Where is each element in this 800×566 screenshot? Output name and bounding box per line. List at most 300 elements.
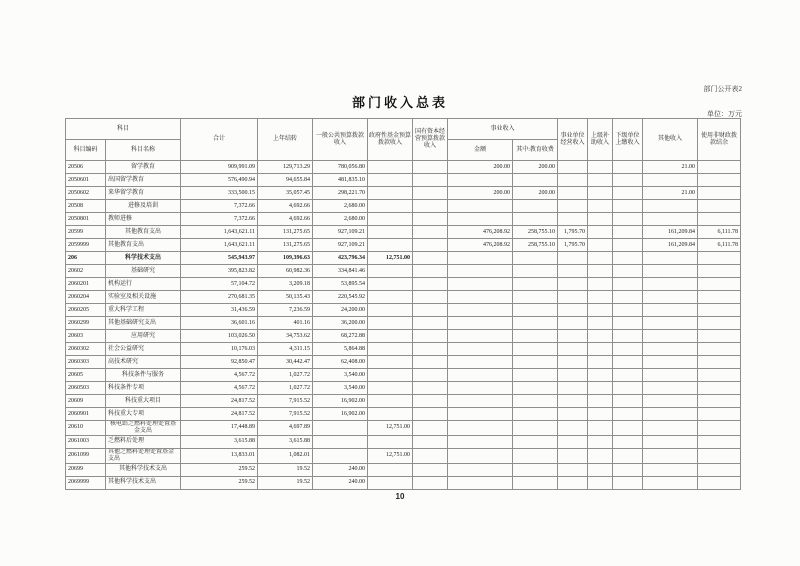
- cell-value: 200.00: [448, 187, 513, 200]
- cell-value: [643, 463, 698, 476]
- cell-value: [448, 213, 513, 226]
- cell-value: [368, 187, 413, 200]
- cell-subject-code: 2060503: [66, 382, 106, 395]
- cell-value: [643, 213, 698, 226]
- cell-value: [368, 476, 413, 489]
- cell-value: [368, 239, 413, 252]
- cell-value: [448, 252, 513, 265]
- cell-value: [698, 278, 741, 291]
- cell-value: 1,027.72: [258, 369, 313, 382]
- cell-value: [613, 330, 643, 343]
- cell-value: [368, 343, 413, 356]
- cell-value: [698, 174, 741, 187]
- cell-value: [513, 304, 558, 317]
- cell-value: [558, 421, 588, 436]
- cell-subject-code: 2060204: [66, 291, 106, 304]
- cell-value: [448, 421, 513, 436]
- page-number: 10: [395, 492, 405, 501]
- cell-value: [698, 369, 741, 382]
- cell-value: [513, 356, 558, 369]
- cell-value: 334,841.46: [313, 265, 368, 278]
- cell-value: [613, 369, 643, 382]
- cell-subject-code: 20610: [66, 421, 106, 436]
- cell-value: 6,111.78: [698, 226, 741, 239]
- cell-value: [558, 435, 588, 448]
- cell-value: [413, 476, 448, 489]
- cell-subject-name: 留学教育: [106, 161, 181, 174]
- cell-value: [413, 265, 448, 278]
- cell-value: 927,109.21: [313, 226, 368, 239]
- cell-value: [413, 382, 448, 395]
- cell-value: [558, 265, 588, 278]
- cell-value: [368, 435, 413, 448]
- cell-value: [368, 369, 413, 382]
- cell-value: [613, 343, 643, 356]
- cell-value: [588, 448, 613, 463]
- cell-value: 2,680.00: [313, 200, 368, 213]
- cell-value: 92,850.47: [181, 356, 258, 369]
- cell-value: 259.52: [181, 463, 258, 476]
- cell-value: [558, 463, 588, 476]
- cell-value: [698, 330, 741, 343]
- cell-value: 1,027.72: [258, 382, 313, 395]
- cell-subject-name: 社会公益研究: [106, 343, 181, 356]
- cell-subject-code: 2060302: [66, 343, 106, 356]
- cell-value: [698, 395, 741, 408]
- cell-value: [413, 369, 448, 382]
- cell-value: [513, 278, 558, 291]
- cell-value: 576,490.94: [181, 174, 258, 187]
- cell-value: 94,655.84: [258, 174, 313, 187]
- income-summary-table: [65, 118, 741, 490]
- cell-value: [613, 408, 643, 421]
- table-row: [66, 252, 741, 265]
- cell-value: 109,396.63: [258, 252, 313, 265]
- cell-value: [413, 356, 448, 369]
- cell-value: [558, 395, 588, 408]
- cell-value: [513, 448, 558, 463]
- cell-value: 6,111.78: [698, 239, 741, 252]
- cell-subject-name: 科技重大专项: [106, 408, 181, 421]
- cell-value: [513, 408, 558, 421]
- table-header: [66, 119, 741, 161]
- cell-value: [558, 448, 588, 463]
- cell-value: [368, 304, 413, 317]
- cell-value: [413, 239, 448, 252]
- cell-value: 3,615.88: [181, 435, 258, 448]
- cell-subject-name: 其他教育支出: [106, 239, 181, 252]
- cell-subject-code: 20605: [66, 369, 106, 382]
- table-row: [66, 317, 741, 330]
- cell-value: [448, 408, 513, 421]
- cell-value: 1,795.70: [558, 239, 588, 252]
- table-row: [66, 395, 741, 408]
- cell-value: [368, 278, 413, 291]
- cell-value: 4,697.89: [258, 421, 313, 436]
- table-row: [66, 330, 741, 343]
- cell-value: [368, 265, 413, 278]
- cell-value: [588, 252, 613, 265]
- cell-value: 7,236.59: [258, 304, 313, 317]
- cell-value: [613, 476, 643, 489]
- cell-value: [448, 174, 513, 187]
- cell-value: [698, 408, 741, 421]
- cell-value: [588, 421, 613, 436]
- cell-value: [643, 200, 698, 213]
- cell-value: 1,643,621.11: [181, 226, 258, 239]
- cell-value: [513, 291, 558, 304]
- cell-value: [698, 291, 741, 304]
- cell-value: 161,209.84: [643, 239, 698, 252]
- table-body: [66, 161, 741, 490]
- cell-value: [643, 476, 698, 489]
- cell-value: [513, 265, 558, 278]
- header-non-fiscal-balance: 使用非财政拨款结余: [698, 119, 741, 161]
- table-row: [66, 435, 741, 448]
- cell-value: [413, 408, 448, 421]
- cell-value: [558, 304, 588, 317]
- header-subject-name: 科目名称: [106, 140, 181, 161]
- cell-value: 240.00: [313, 463, 368, 476]
- cell-value: [698, 356, 741, 369]
- cell-value: [588, 174, 613, 187]
- cell-subject-code: 2060201: [66, 278, 106, 291]
- cell-value: [448, 435, 513, 448]
- cell-value: 7,915.52: [258, 395, 313, 408]
- cell-subject-name: 出国留学教育: [106, 174, 181, 187]
- cell-value: [413, 291, 448, 304]
- cell-value: [413, 395, 448, 408]
- cell-value: [513, 174, 558, 187]
- cell-value: 476,208.92: [448, 226, 513, 239]
- cell-value: [513, 463, 558, 476]
- cell-value: 7,915.52: [258, 408, 313, 421]
- cell-value: 1,795.70: [558, 226, 588, 239]
- table-row: [66, 304, 741, 317]
- cell-subject-code: 206: [66, 252, 106, 265]
- cell-value: 68,272.88: [313, 330, 368, 343]
- cell-value: [558, 382, 588, 395]
- cell-value: 4,692.66: [258, 200, 313, 213]
- cell-value: 12,751.00: [368, 421, 413, 436]
- cell-value: [643, 304, 698, 317]
- cell-value: 270,681.35: [181, 291, 258, 304]
- cell-value: 259.52: [181, 476, 258, 489]
- cell-value: [643, 435, 698, 448]
- cell-value: 481,835.10: [313, 174, 368, 187]
- cell-value: [613, 421, 643, 436]
- cell-value: [368, 408, 413, 421]
- cell-subject-name: 来华留学教育: [106, 187, 181, 200]
- cell-value: 16,902.00: [313, 408, 368, 421]
- cell-value: 129,713.29: [258, 161, 313, 174]
- cell-value: 24,817.52: [181, 408, 258, 421]
- table-row: [66, 200, 741, 213]
- cell-value: 200.00: [448, 161, 513, 174]
- cell-value: [698, 421, 741, 436]
- cell-value: [558, 278, 588, 291]
- cell-subject-name: 高技术研究: [106, 356, 181, 369]
- header-gov-fund: 政府性基金预算拨款收入: [368, 119, 413, 161]
- cell-value: [558, 408, 588, 421]
- cell-value: [313, 448, 368, 463]
- cell-value: [448, 200, 513, 213]
- header-state-capital: 国有资本经营预算拨款收入: [413, 119, 448, 161]
- cell-subject-name: 科技条件与服务: [106, 369, 181, 382]
- form-number-label: 部门公开表2: [703, 85, 742, 93]
- cell-value: 21.00: [643, 161, 698, 174]
- cell-value: [643, 395, 698, 408]
- cell-value: [413, 252, 448, 265]
- table-row: [66, 421, 741, 436]
- cell-value: [413, 187, 448, 200]
- cell-value: [588, 395, 613, 408]
- cell-value: [698, 213, 741, 226]
- cell-value: 1,082.01: [258, 448, 313, 463]
- cell-subject-name: 其他教育支出: [106, 226, 181, 239]
- cell-subject-code: 20599: [66, 226, 106, 239]
- cell-value: [588, 278, 613, 291]
- cell-value: [448, 291, 513, 304]
- cell-value: [513, 369, 558, 382]
- cell-value: [588, 382, 613, 395]
- cell-value: 200.00: [513, 161, 558, 174]
- cell-value: [368, 463, 413, 476]
- cell-value: [613, 448, 643, 463]
- cell-value: [558, 476, 588, 489]
- cell-value: [448, 343, 513, 356]
- cell-value: [558, 200, 588, 213]
- cell-value: 258,755.10: [513, 226, 558, 239]
- cell-value: [413, 226, 448, 239]
- header-general-budget: 一般公共预算拨款收入: [313, 119, 368, 161]
- cell-value: 60,982.36: [258, 265, 313, 278]
- cell-subject-name: 乏燃料后处理: [106, 435, 181, 448]
- cell-value: 4,692.66: [258, 213, 313, 226]
- cell-value: [588, 265, 613, 278]
- cell-value: [413, 317, 448, 330]
- cell-value: [448, 369, 513, 382]
- cell-value: 31,436.59: [181, 304, 258, 317]
- cell-subject-name: 其他科学技术支出: [106, 476, 181, 489]
- cell-subject-code: 2059999: [66, 239, 106, 252]
- cell-subject-code: 20602: [66, 265, 106, 278]
- unit-note: 单位：万元: [707, 110, 742, 118]
- cell-subject-code: 2061099: [66, 448, 106, 463]
- cell-value: 17,448.89: [181, 421, 258, 436]
- cell-value: 131,275.65: [258, 239, 313, 252]
- cell-value: [558, 252, 588, 265]
- cell-value: 21.00: [643, 187, 698, 200]
- cell-value: [613, 226, 643, 239]
- cell-value: [368, 291, 413, 304]
- cell-value: [698, 200, 741, 213]
- cell-value: [368, 213, 413, 226]
- table-row: [66, 239, 741, 252]
- cell-value: 19.52: [258, 463, 313, 476]
- cell-value: [613, 382, 643, 395]
- cell-value: [368, 395, 413, 408]
- cell-value: 131,275.65: [258, 226, 313, 239]
- cell-subject-name: 其他乏燃料处理处置基金支出: [106, 448, 181, 463]
- cell-value: [698, 317, 741, 330]
- cell-value: [588, 161, 613, 174]
- cell-subject-code: 20609: [66, 395, 106, 408]
- cell-value: [643, 343, 698, 356]
- cell-value: [613, 356, 643, 369]
- cell-value: 103,026.50: [181, 330, 258, 343]
- table-row: [66, 356, 741, 369]
- header-carryover: 上年结转: [258, 119, 313, 161]
- cell-value: [698, 382, 741, 395]
- table-row: [66, 187, 741, 200]
- cell-value: 1,643,621.11: [181, 239, 258, 252]
- cell-value: [698, 265, 741, 278]
- cell-value: [698, 343, 741, 356]
- cell-value: [558, 356, 588, 369]
- cell-value: [448, 317, 513, 330]
- cell-value: 3,540.00: [313, 382, 368, 395]
- cell-value: 476,208.92: [448, 239, 513, 252]
- cell-subject-name: 机构运行: [106, 278, 181, 291]
- cell-value: [588, 213, 613, 226]
- cell-subject-name: 应用研究: [106, 330, 181, 343]
- cell-value: [613, 435, 643, 448]
- cell-value: [513, 343, 558, 356]
- cell-value: 395,823.82: [181, 265, 258, 278]
- cell-value: 200.00: [513, 187, 558, 200]
- cell-value: [643, 291, 698, 304]
- cell-value: 12,751.00: [368, 448, 413, 463]
- cell-subject-code: 2050801: [66, 213, 106, 226]
- table-row: [66, 476, 741, 489]
- cell-value: [698, 463, 741, 476]
- cell-value: [698, 304, 741, 317]
- cell-value: [413, 330, 448, 343]
- table-row: [66, 343, 741, 356]
- cell-value: 16,902.00: [313, 395, 368, 408]
- table-row: [66, 265, 741, 278]
- cell-value: [613, 161, 643, 174]
- cell-value: [558, 330, 588, 343]
- cell-subject-name: 重大科学工程: [106, 304, 181, 317]
- cell-subject-name: 其他科学技术支出: [106, 463, 181, 476]
- cell-value: [558, 317, 588, 330]
- cell-value: 4,567.72: [181, 369, 258, 382]
- cell-value: [413, 435, 448, 448]
- cell-subject-name: 实验室及相关设施: [106, 291, 181, 304]
- cell-value: 30,442.47: [258, 356, 313, 369]
- cell-value: [588, 291, 613, 304]
- header-superior-subsidy: 上级补助收入: [588, 119, 613, 161]
- cell-value: [448, 448, 513, 463]
- cell-value: [643, 421, 698, 436]
- cell-value: 36,601.16: [181, 317, 258, 330]
- cell-value: [588, 239, 613, 252]
- cell-subject-name: 基础研究: [106, 265, 181, 278]
- cell-subject-name: 教师进修: [106, 213, 181, 226]
- table-row: [66, 278, 741, 291]
- cell-value: [448, 395, 513, 408]
- cell-value: [698, 187, 741, 200]
- cell-subject-code: 2060901: [66, 408, 106, 421]
- cell-subject-code: 20603: [66, 330, 106, 343]
- cell-value: [558, 213, 588, 226]
- header-row-group: [66, 119, 741, 140]
- header-total: 合计: [181, 119, 258, 161]
- cell-value: [588, 463, 613, 476]
- cell-value: 423,796.34: [313, 252, 368, 265]
- cell-value: [413, 343, 448, 356]
- cell-value: [558, 174, 588, 187]
- cell-value: 220,545.92: [313, 291, 368, 304]
- cell-value: [513, 330, 558, 343]
- cell-subject-name: 核电站乏燃料处理处置基金支出: [106, 421, 181, 436]
- cell-value: [513, 395, 558, 408]
- table-row: [66, 408, 741, 421]
- header-education-fee: 其中:教育收费: [513, 140, 558, 161]
- cell-value: [643, 448, 698, 463]
- cell-value: [558, 343, 588, 356]
- cell-value: [698, 448, 741, 463]
- cell-value: [588, 435, 613, 448]
- cell-value: 50,135.43: [258, 291, 313, 304]
- cell-value: [513, 213, 558, 226]
- cell-value: [513, 435, 558, 448]
- cell-value: 3,540.00: [313, 369, 368, 382]
- cell-value: 34,753.62: [258, 330, 313, 343]
- header-operating-income: 事业单位经营收入: [558, 119, 588, 161]
- cell-subject-code: 20506: [66, 161, 106, 174]
- header-subject-group: 科目: [66, 119, 181, 140]
- cell-value: [448, 463, 513, 476]
- header-business-income-group: 事业收入: [448, 119, 558, 140]
- cell-value: 24,200.00: [313, 304, 368, 317]
- cell-value: [313, 421, 368, 436]
- table-row: [66, 382, 741, 395]
- header-subordinate-remit: 下级单位上缴收入: [613, 119, 643, 161]
- cell-value: 19.52: [258, 476, 313, 489]
- cell-value: [448, 330, 513, 343]
- cell-value: 4,311.15: [258, 343, 313, 356]
- cell-value: 333,500.15: [181, 187, 258, 200]
- table-row: [66, 226, 741, 239]
- cell-value: [613, 200, 643, 213]
- cell-value: [513, 317, 558, 330]
- cell-subject-code: 2050601: [66, 174, 106, 187]
- cell-value: [613, 317, 643, 330]
- cell-subject-code: 2061003: [66, 435, 106, 448]
- cell-value: 36,200.00: [313, 317, 368, 330]
- cell-value: [413, 304, 448, 317]
- cell-value: [643, 317, 698, 330]
- cell-value: [313, 435, 368, 448]
- table-row: [66, 463, 741, 476]
- cell-value: 927,109.21: [313, 239, 368, 252]
- cell-value: [613, 463, 643, 476]
- cell-value: [558, 187, 588, 200]
- cell-value: [558, 291, 588, 304]
- cell-subject-code: 20508: [66, 200, 106, 213]
- table-row: [66, 161, 741, 174]
- cell-value: [413, 174, 448, 187]
- cell-value: [588, 476, 613, 489]
- cell-value: [368, 356, 413, 369]
- cell-value: [588, 200, 613, 213]
- cell-value: 10,176.03: [181, 343, 258, 356]
- cell-value: [368, 161, 413, 174]
- cell-subject-code: 2069999: [66, 476, 106, 489]
